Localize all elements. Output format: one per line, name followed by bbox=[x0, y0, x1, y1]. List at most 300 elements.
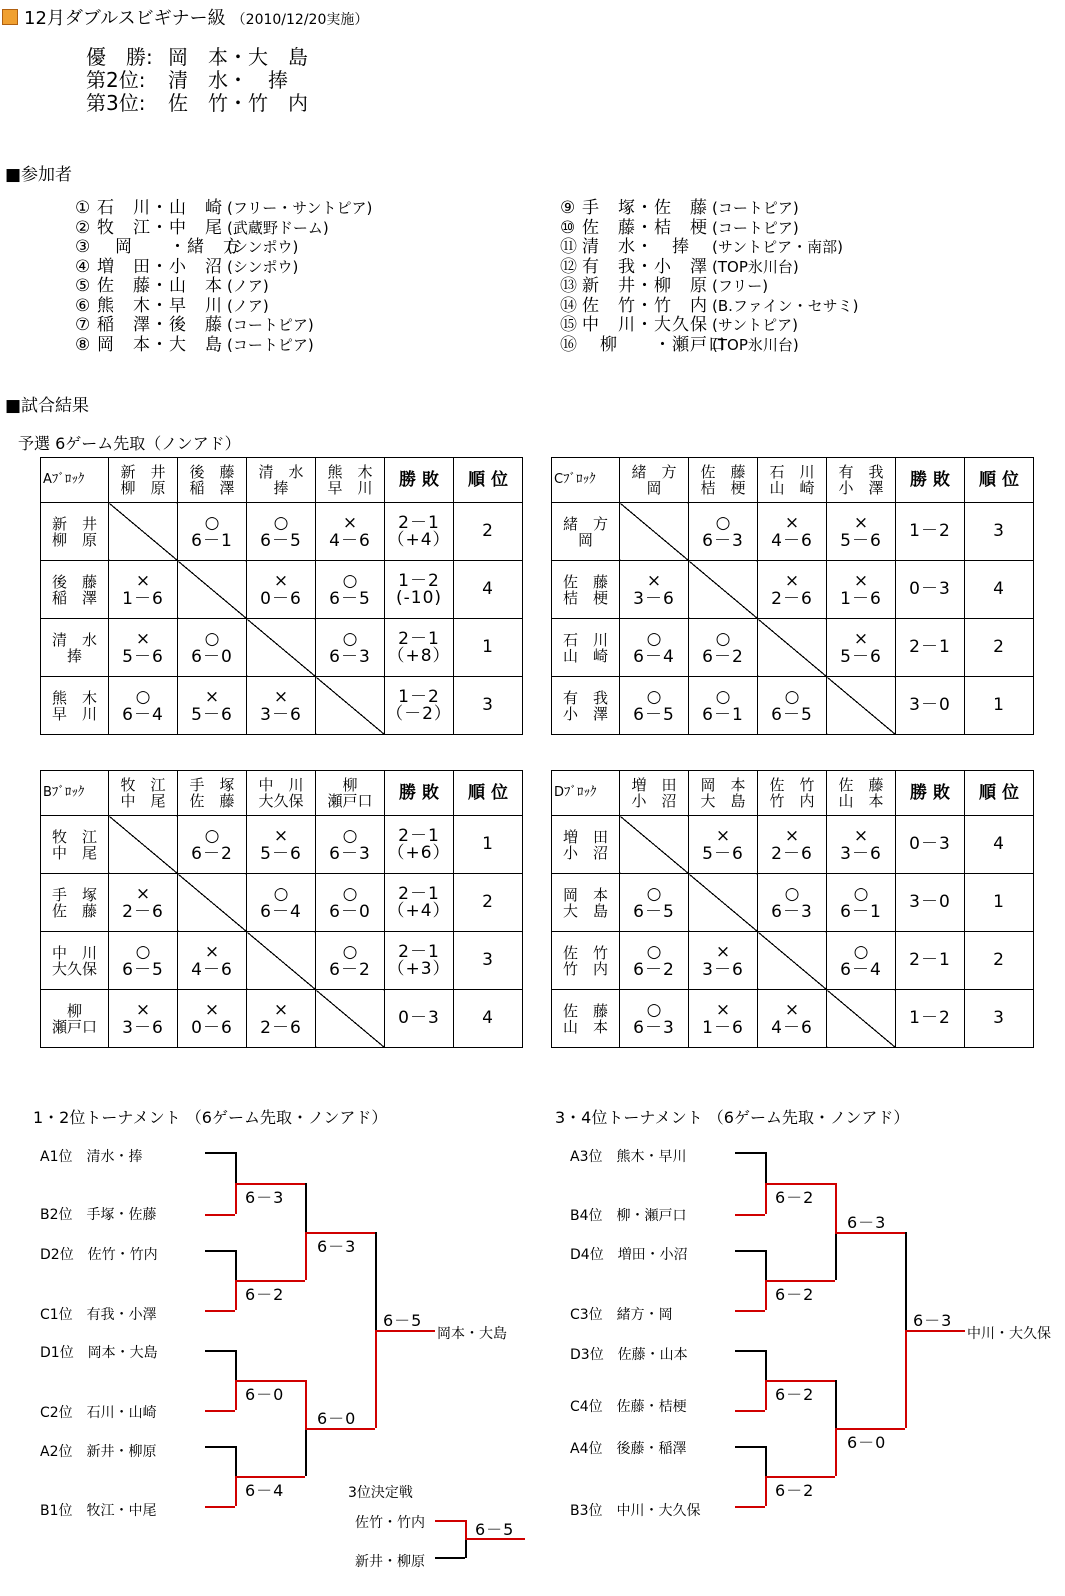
bracket-line bbox=[735, 1506, 765, 1508]
result-score: 2－6 bbox=[260, 1018, 302, 1038]
participant-names: 岡 本・大 島 bbox=[97, 334, 223, 355]
rank-value: 1 bbox=[482, 834, 494, 854]
participant-row bbox=[560, 316, 858, 336]
result-score: 6－3 bbox=[771, 902, 813, 922]
r2-score: 6－3 bbox=[317, 1237, 357, 1256]
bracket-line bbox=[305, 1380, 307, 1428]
participant-names: 中 川・大久保 bbox=[582, 315, 708, 335]
player-name-1: 石 川 bbox=[769, 463, 815, 481]
result-cell bbox=[109, 990, 178, 1048]
result-score: 2－6 bbox=[771, 844, 813, 864]
wl-cell bbox=[896, 503, 965, 561]
result-mark: × bbox=[853, 629, 869, 649]
diagonal-cell bbox=[109, 503, 178, 561]
result-cell bbox=[827, 561, 896, 619]
wl-cell bbox=[896, 874, 965, 932]
participant-team: (武蔵野ドーム) bbox=[227, 218, 329, 237]
participant-team: (TOP氷川台) bbox=[712, 335, 799, 354]
winner-name: 岡 本・大 島 bbox=[168, 45, 308, 69]
wl-diff: （+4） bbox=[387, 900, 451, 921]
result-score: 2－6 bbox=[771, 589, 813, 609]
result-score: 6－1 bbox=[702, 705, 744, 725]
wl-record: 0－3 bbox=[909, 579, 951, 599]
rank-header: 順 位 bbox=[965, 458, 1034, 503]
player-header bbox=[247, 771, 316, 816]
wl-diff: （－2） bbox=[386, 703, 452, 724]
entry-label: A1位 清水・捧 bbox=[40, 1149, 143, 1165]
result-mark: ○ bbox=[784, 687, 800, 707]
result-mark: × bbox=[273, 571, 289, 591]
bracket-line bbox=[235, 1183, 237, 1214]
participant-names: 熊 木・早 川 bbox=[97, 295, 223, 316]
rank-cell bbox=[965, 677, 1034, 735]
wl-record: 1－2 bbox=[909, 1008, 951, 1028]
participant-row bbox=[560, 238, 858, 258]
participants-left bbox=[75, 199, 372, 355]
result-mark: × bbox=[784, 1000, 800, 1020]
result-cell bbox=[316, 874, 385, 932]
result-cell bbox=[247, 816, 316, 874]
wl-record: 2－1 bbox=[398, 883, 440, 904]
bracket-line bbox=[235, 1152, 237, 1183]
participant-team: (サントピア・南部) bbox=[712, 238, 843, 256]
champion-name: 中川・大久保 bbox=[967, 1326, 1051, 1342]
r1-score: 6－2 bbox=[775, 1385, 815, 1404]
participant-names: 佐 藤・山 本 bbox=[97, 276, 223, 296]
result-cell bbox=[758, 874, 827, 932]
block-table-d bbox=[551, 770, 1034, 1048]
block-table-a bbox=[40, 457, 523, 735]
participant-names: 稲 澤・後 藤 bbox=[97, 315, 223, 335]
entry-label: C2位 石川・山崎 bbox=[40, 1405, 157, 1421]
wl-record: 3－0 bbox=[909, 695, 951, 715]
block-name: Aﾌﾞﾛｯｸ bbox=[41, 458, 109, 503]
player-name-1: 佐 竹 bbox=[769, 776, 815, 794]
result-cell bbox=[620, 932, 689, 990]
diagonal-cell bbox=[689, 874, 758, 932]
wl-cell bbox=[896, 561, 965, 619]
bracket-line bbox=[735, 1152, 765, 1154]
player-name-1: 石 川 bbox=[562, 630, 608, 649]
bracket-line bbox=[465, 1538, 467, 1558]
player-name-1: 佐 藤 bbox=[700, 463, 746, 481]
row-player bbox=[41, 990, 109, 1048]
player-header bbox=[827, 458, 896, 503]
bracket-line bbox=[235, 1446, 237, 1476]
player-name-1: 佐 竹 bbox=[562, 943, 608, 962]
rank-cell bbox=[965, 816, 1034, 874]
row-player bbox=[41, 561, 109, 619]
bracket-line bbox=[305, 1428, 307, 1476]
result-score: 6－2 bbox=[702, 647, 744, 667]
wl-diff: （+3） bbox=[387, 958, 451, 979]
player-name-1: 中 川 bbox=[258, 776, 304, 794]
player-name-2: 瀬戸口 bbox=[51, 1017, 97, 1036]
participant-row bbox=[75, 297, 372, 317]
result-cell bbox=[689, 503, 758, 561]
result-mark: × bbox=[342, 513, 358, 533]
result-cell bbox=[827, 619, 896, 677]
result-score: 6－5 bbox=[771, 705, 813, 725]
player-name-2: 山 本 bbox=[838, 792, 884, 810]
result-mark: × bbox=[784, 826, 800, 846]
player-name-1: 後 藤 bbox=[189, 463, 235, 481]
player-name-2: 山 崎 bbox=[769, 479, 815, 497]
bracket-line bbox=[205, 1152, 235, 1154]
participant-team: (ノア) bbox=[227, 277, 269, 295]
player-name-1: 岡 本 bbox=[700, 776, 746, 794]
rank-value: 4 bbox=[482, 1008, 494, 1028]
participant-row bbox=[75, 238, 372, 258]
result-score: 4－6 bbox=[771, 531, 813, 551]
wl-record: 3－0 bbox=[909, 892, 951, 912]
entry-label: D4位 増田・小沼 bbox=[570, 1247, 688, 1263]
diagonal-cell bbox=[247, 619, 316, 677]
player-name-1: 緒 方 bbox=[562, 514, 608, 533]
result-mark: ○ bbox=[273, 513, 289, 533]
participant-names: 手 塚・佐 藤 bbox=[582, 198, 708, 218]
wl-record: 2－1 bbox=[909, 637, 951, 657]
row-player bbox=[552, 619, 620, 677]
player-name-2: 捧 bbox=[273, 479, 289, 497]
result-mark: ○ bbox=[342, 942, 358, 962]
participant-names: 佐 藤・桔 梗 bbox=[582, 217, 708, 238]
result-cell bbox=[689, 619, 758, 677]
player-name-1: 清 水 bbox=[258, 463, 304, 481]
rank-value: 3 bbox=[993, 1008, 1005, 1028]
rank-value: 3 bbox=[482, 950, 494, 970]
rank-value: 1 bbox=[993, 695, 1005, 715]
result-cell bbox=[689, 677, 758, 735]
participant-number: ② bbox=[75, 217, 91, 238]
wl-record: 1－2 bbox=[398, 570, 440, 591]
rank-cell bbox=[965, 932, 1034, 990]
participant-row bbox=[560, 258, 858, 278]
bracket-line bbox=[465, 1520, 467, 1538]
result-score: 6－5 bbox=[122, 960, 164, 980]
bracket-line bbox=[835, 1232, 837, 1280]
result-cell bbox=[758, 503, 827, 561]
results-heading: ■試合結果 bbox=[5, 396, 90, 416]
player-header bbox=[247, 458, 316, 503]
bracket-line bbox=[765, 1183, 767, 1214]
bracket-line bbox=[205, 1310, 235, 1312]
result-score: 6－2 bbox=[191, 844, 233, 864]
rank-cell bbox=[965, 561, 1034, 619]
winner-row-3 bbox=[86, 92, 308, 115]
bracket-line bbox=[205, 1250, 235, 1252]
diagonal-cell bbox=[758, 619, 827, 677]
player-name-1: 佐 藤 bbox=[562, 572, 608, 591]
rank-value: 3 bbox=[993, 521, 1005, 541]
bracket-line bbox=[765, 1350, 767, 1380]
winner-label: 第2位: bbox=[86, 68, 146, 92]
participant-number: ⑨ bbox=[560, 198, 576, 218]
player-name-1: 柳 bbox=[342, 776, 358, 794]
player-name-2: 捧 bbox=[66, 646, 82, 665]
entry-label: C1位 有我・小澤 bbox=[40, 1307, 157, 1323]
participant-team: (シンポウ) bbox=[227, 257, 299, 276]
participant-team: (シンポウ) bbox=[227, 238, 299, 256]
player-name-1: 清 水 bbox=[51, 630, 97, 649]
r2-score: 6－0 bbox=[317, 1409, 357, 1428]
wl-cell bbox=[385, 990, 454, 1048]
page-title bbox=[2, 4, 368, 30]
result-score: 6－2 bbox=[329, 960, 371, 980]
entry-label: C4位 佐藤・桔梗 bbox=[570, 1399, 687, 1415]
player-header bbox=[178, 771, 247, 816]
player-name-1: 新 井 bbox=[120, 463, 166, 481]
row-player bbox=[552, 503, 620, 561]
participant-names: 岡 ・緒 方 bbox=[97, 237, 241, 257]
result-score: 6－5 bbox=[633, 902, 675, 922]
diagonal-cell bbox=[620, 816, 689, 874]
result-score: 6－4 bbox=[840, 960, 882, 980]
diagonal-cell bbox=[109, 816, 178, 874]
bracket-line bbox=[835, 1380, 837, 1428]
entry-label: A3位 熊木・早川 bbox=[570, 1149, 687, 1165]
prelim-label: 予選 6ゲーム先取（ノンアド） bbox=[18, 434, 241, 453]
result-score: 5－6 bbox=[122, 647, 164, 667]
participants-right bbox=[560, 199, 858, 355]
wl-record: 0－3 bbox=[398, 1008, 440, 1028]
result-score: 1－6 bbox=[702, 1018, 744, 1038]
result-score: 6－4 bbox=[260, 902, 302, 922]
result-mark: ○ bbox=[646, 942, 662, 962]
wl-record: 1－2 bbox=[398, 686, 440, 707]
result-mark: ○ bbox=[646, 629, 662, 649]
result-score: 5－6 bbox=[191, 705, 233, 725]
participant-number: ⑦ bbox=[75, 315, 91, 335]
row-player bbox=[552, 874, 620, 932]
result-score: 6－5 bbox=[633, 705, 675, 725]
diagonal-cell bbox=[620, 503, 689, 561]
result-mark: ○ bbox=[204, 629, 220, 649]
result-mark: × bbox=[135, 629, 151, 649]
result-cell bbox=[758, 561, 827, 619]
result-cell bbox=[758, 677, 827, 735]
r2-score: 6－3 bbox=[847, 1213, 887, 1232]
bracket-line bbox=[205, 1506, 235, 1508]
player-name-1: 柳 bbox=[66, 1001, 82, 1020]
r1-score: 6－2 bbox=[775, 1481, 815, 1500]
diagonal-cell bbox=[178, 874, 247, 932]
row-player bbox=[41, 816, 109, 874]
wl-cell bbox=[385, 561, 454, 619]
third-place-score: 6－5 bbox=[475, 1520, 515, 1539]
result-cell bbox=[316, 561, 385, 619]
participant-row bbox=[75, 316, 372, 336]
diagonal-cell bbox=[689, 561, 758, 619]
r1-score: 6－2 bbox=[775, 1188, 815, 1207]
result-score: 5－6 bbox=[702, 844, 744, 864]
participant-row bbox=[560, 297, 858, 317]
rank-header: 順 位 bbox=[454, 458, 523, 503]
participant-team: (コートピア) bbox=[227, 335, 314, 354]
bracket-line bbox=[305, 1232, 307, 1280]
result-mark: × bbox=[273, 1000, 289, 1020]
wl-diff: （+4） bbox=[387, 529, 451, 550]
bracket-line bbox=[235, 1380, 237, 1410]
wl-cell bbox=[385, 619, 454, 677]
result-mark: × bbox=[784, 513, 800, 533]
result-mark: × bbox=[273, 826, 289, 846]
bracket-line bbox=[235, 1250, 237, 1280]
player-name-1: 佐 藤 bbox=[562, 1001, 608, 1020]
result-mark: ○ bbox=[646, 1000, 662, 1020]
player-name-2: 小 沼 bbox=[562, 843, 608, 862]
rank-value: 3 bbox=[482, 695, 494, 715]
result-score: 6－0 bbox=[191, 647, 233, 667]
block-name: Dﾌﾞﾛｯｸ bbox=[552, 771, 620, 816]
player-name-2: 桔 梗 bbox=[700, 479, 746, 497]
result-mark: × bbox=[204, 1000, 220, 1020]
result-mark: ○ bbox=[715, 687, 731, 707]
player-name-1: 後 藤 bbox=[51, 572, 97, 591]
participant-number: ④ bbox=[75, 256, 91, 277]
result-score: 3－6 bbox=[840, 844, 882, 864]
rank-value: 2 bbox=[993, 950, 1005, 970]
participant-names: 有 我・小 澤 bbox=[582, 256, 708, 277]
player-name-2: 大 島 bbox=[562, 901, 608, 920]
bracket-line bbox=[235, 1476, 237, 1506]
player-name-1: 岡 本 bbox=[562, 885, 608, 904]
player-header bbox=[178, 458, 247, 503]
wl-header: 勝 敗 bbox=[385, 458, 454, 503]
wl-record: 0－3 bbox=[909, 834, 951, 854]
player-name-2: 岡 bbox=[577, 530, 593, 549]
result-mark: × bbox=[853, 513, 869, 533]
participant-number: ⑫ bbox=[560, 256, 577, 277]
bracket-line bbox=[375, 1330, 377, 1428]
result-cell bbox=[620, 561, 689, 619]
participant-row bbox=[75, 336, 372, 356]
participant-names: 佐 竹・竹 内 bbox=[582, 295, 708, 316]
wl-diff: （+8） bbox=[387, 645, 451, 666]
result-cell bbox=[827, 503, 896, 561]
wl-diff: （+6） bbox=[387, 842, 451, 863]
participant-row bbox=[75, 277, 372, 297]
player-name-2: 大 島 bbox=[700, 792, 746, 810]
result-score: 0－6 bbox=[260, 589, 302, 609]
rank-value: 2 bbox=[482, 892, 494, 912]
block-name: Bﾌﾞﾛｯｸ bbox=[41, 771, 109, 816]
result-mark: ○ bbox=[715, 629, 731, 649]
player-name-2: 小 沼 bbox=[631, 792, 677, 810]
t12-title: 1・2位トーナメント （6ゲーム先取・ノンアド） bbox=[33, 1108, 388, 1127]
winners-list bbox=[86, 46, 308, 115]
entry-label: A2位 新井・柳原 bbox=[40, 1444, 157, 1460]
player-name-2: 佐 藤 bbox=[189, 792, 235, 810]
participant-team: (サントピア) bbox=[712, 316, 798, 334]
rank-cell bbox=[965, 619, 1034, 677]
r1-score: 6－4 bbox=[245, 1481, 285, 1500]
participant-team: (TOP氷川台) bbox=[712, 257, 799, 276]
player-name-1: 手 塚 bbox=[189, 776, 235, 794]
bracket-line bbox=[765, 1250, 767, 1280]
result-score: 3－6 bbox=[633, 589, 675, 609]
player-name-2: 瀬戸口 bbox=[327, 792, 373, 810]
result-mark: × bbox=[135, 884, 151, 904]
rank-cell bbox=[454, 816, 523, 874]
player-header bbox=[316, 458, 385, 503]
row-player bbox=[552, 932, 620, 990]
player-name-2: 中 尾 bbox=[51, 843, 97, 862]
rank-value: 2 bbox=[482, 521, 494, 541]
row-player bbox=[41, 932, 109, 990]
t34-title: 3・4位トーナメント （6ゲーム先取・ノンアド） bbox=[555, 1108, 910, 1127]
player-header bbox=[758, 771, 827, 816]
result-score: 4－6 bbox=[191, 960, 233, 980]
participant-row bbox=[75, 258, 372, 278]
result-cell bbox=[178, 503, 247, 561]
result-cell bbox=[689, 932, 758, 990]
result-cell bbox=[247, 677, 316, 735]
result-cell bbox=[620, 677, 689, 735]
wl-cell bbox=[385, 932, 454, 990]
result-cell bbox=[316, 816, 385, 874]
result-cell bbox=[316, 503, 385, 561]
result-cell bbox=[109, 561, 178, 619]
result-score: 1－6 bbox=[122, 589, 164, 609]
player-name-2: 稲 澤 bbox=[51, 588, 97, 607]
rank-header: 順 位 bbox=[965, 771, 1034, 816]
entry-label: 佐竹・竹内 bbox=[355, 1515, 425, 1531]
participant-team: (B.ファイン・セサミ) bbox=[712, 296, 859, 315]
participant-names: 牧 江・中 尾 bbox=[97, 217, 223, 238]
wl-header: 勝 敗 bbox=[896, 771, 965, 816]
wl-record: 2－1 bbox=[398, 941, 440, 962]
player-name-1: 新 井 bbox=[51, 514, 97, 533]
participant-number: ⑬ bbox=[560, 276, 577, 296]
diagonal-cell bbox=[316, 990, 385, 1048]
result-mark: ○ bbox=[853, 942, 869, 962]
player-header bbox=[109, 771, 178, 816]
wl-cell bbox=[385, 816, 454, 874]
bracket-line bbox=[735, 1214, 765, 1216]
champion-name: 岡本・大島 bbox=[437, 1326, 507, 1342]
row-player bbox=[41, 503, 109, 561]
rank-cell bbox=[454, 874, 523, 932]
rank-cell bbox=[454, 990, 523, 1048]
rank-value: 4 bbox=[993, 579, 1005, 599]
final-score: 6－5 bbox=[383, 1311, 423, 1330]
result-cell bbox=[827, 874, 896, 932]
result-score: 6－2 bbox=[633, 960, 675, 980]
row-player bbox=[552, 677, 620, 735]
result-mark: ○ bbox=[204, 826, 220, 846]
result-score: 6－3 bbox=[633, 1018, 675, 1038]
event-date: （2010/12/20実施） bbox=[231, 12, 369, 28]
bracket-line bbox=[735, 1446, 765, 1448]
block-table-c bbox=[551, 457, 1034, 735]
block-table-b bbox=[40, 770, 523, 1048]
wl-diff: (-10) bbox=[395, 587, 443, 608]
player-name-2: 山 本 bbox=[562, 1017, 608, 1036]
result-cell bbox=[109, 874, 178, 932]
rank-cell bbox=[454, 677, 523, 735]
player-header bbox=[827, 771, 896, 816]
row-player bbox=[552, 816, 620, 874]
result-mark: × bbox=[853, 826, 869, 846]
result-mark: × bbox=[135, 1000, 151, 1020]
player-name-2: 早 川 bbox=[327, 479, 373, 497]
result-score: 4－6 bbox=[329, 531, 371, 551]
result-cell bbox=[827, 816, 896, 874]
result-cell bbox=[316, 932, 385, 990]
participant-number: ⑮ bbox=[560, 315, 577, 335]
bracket-line bbox=[205, 1350, 235, 1352]
